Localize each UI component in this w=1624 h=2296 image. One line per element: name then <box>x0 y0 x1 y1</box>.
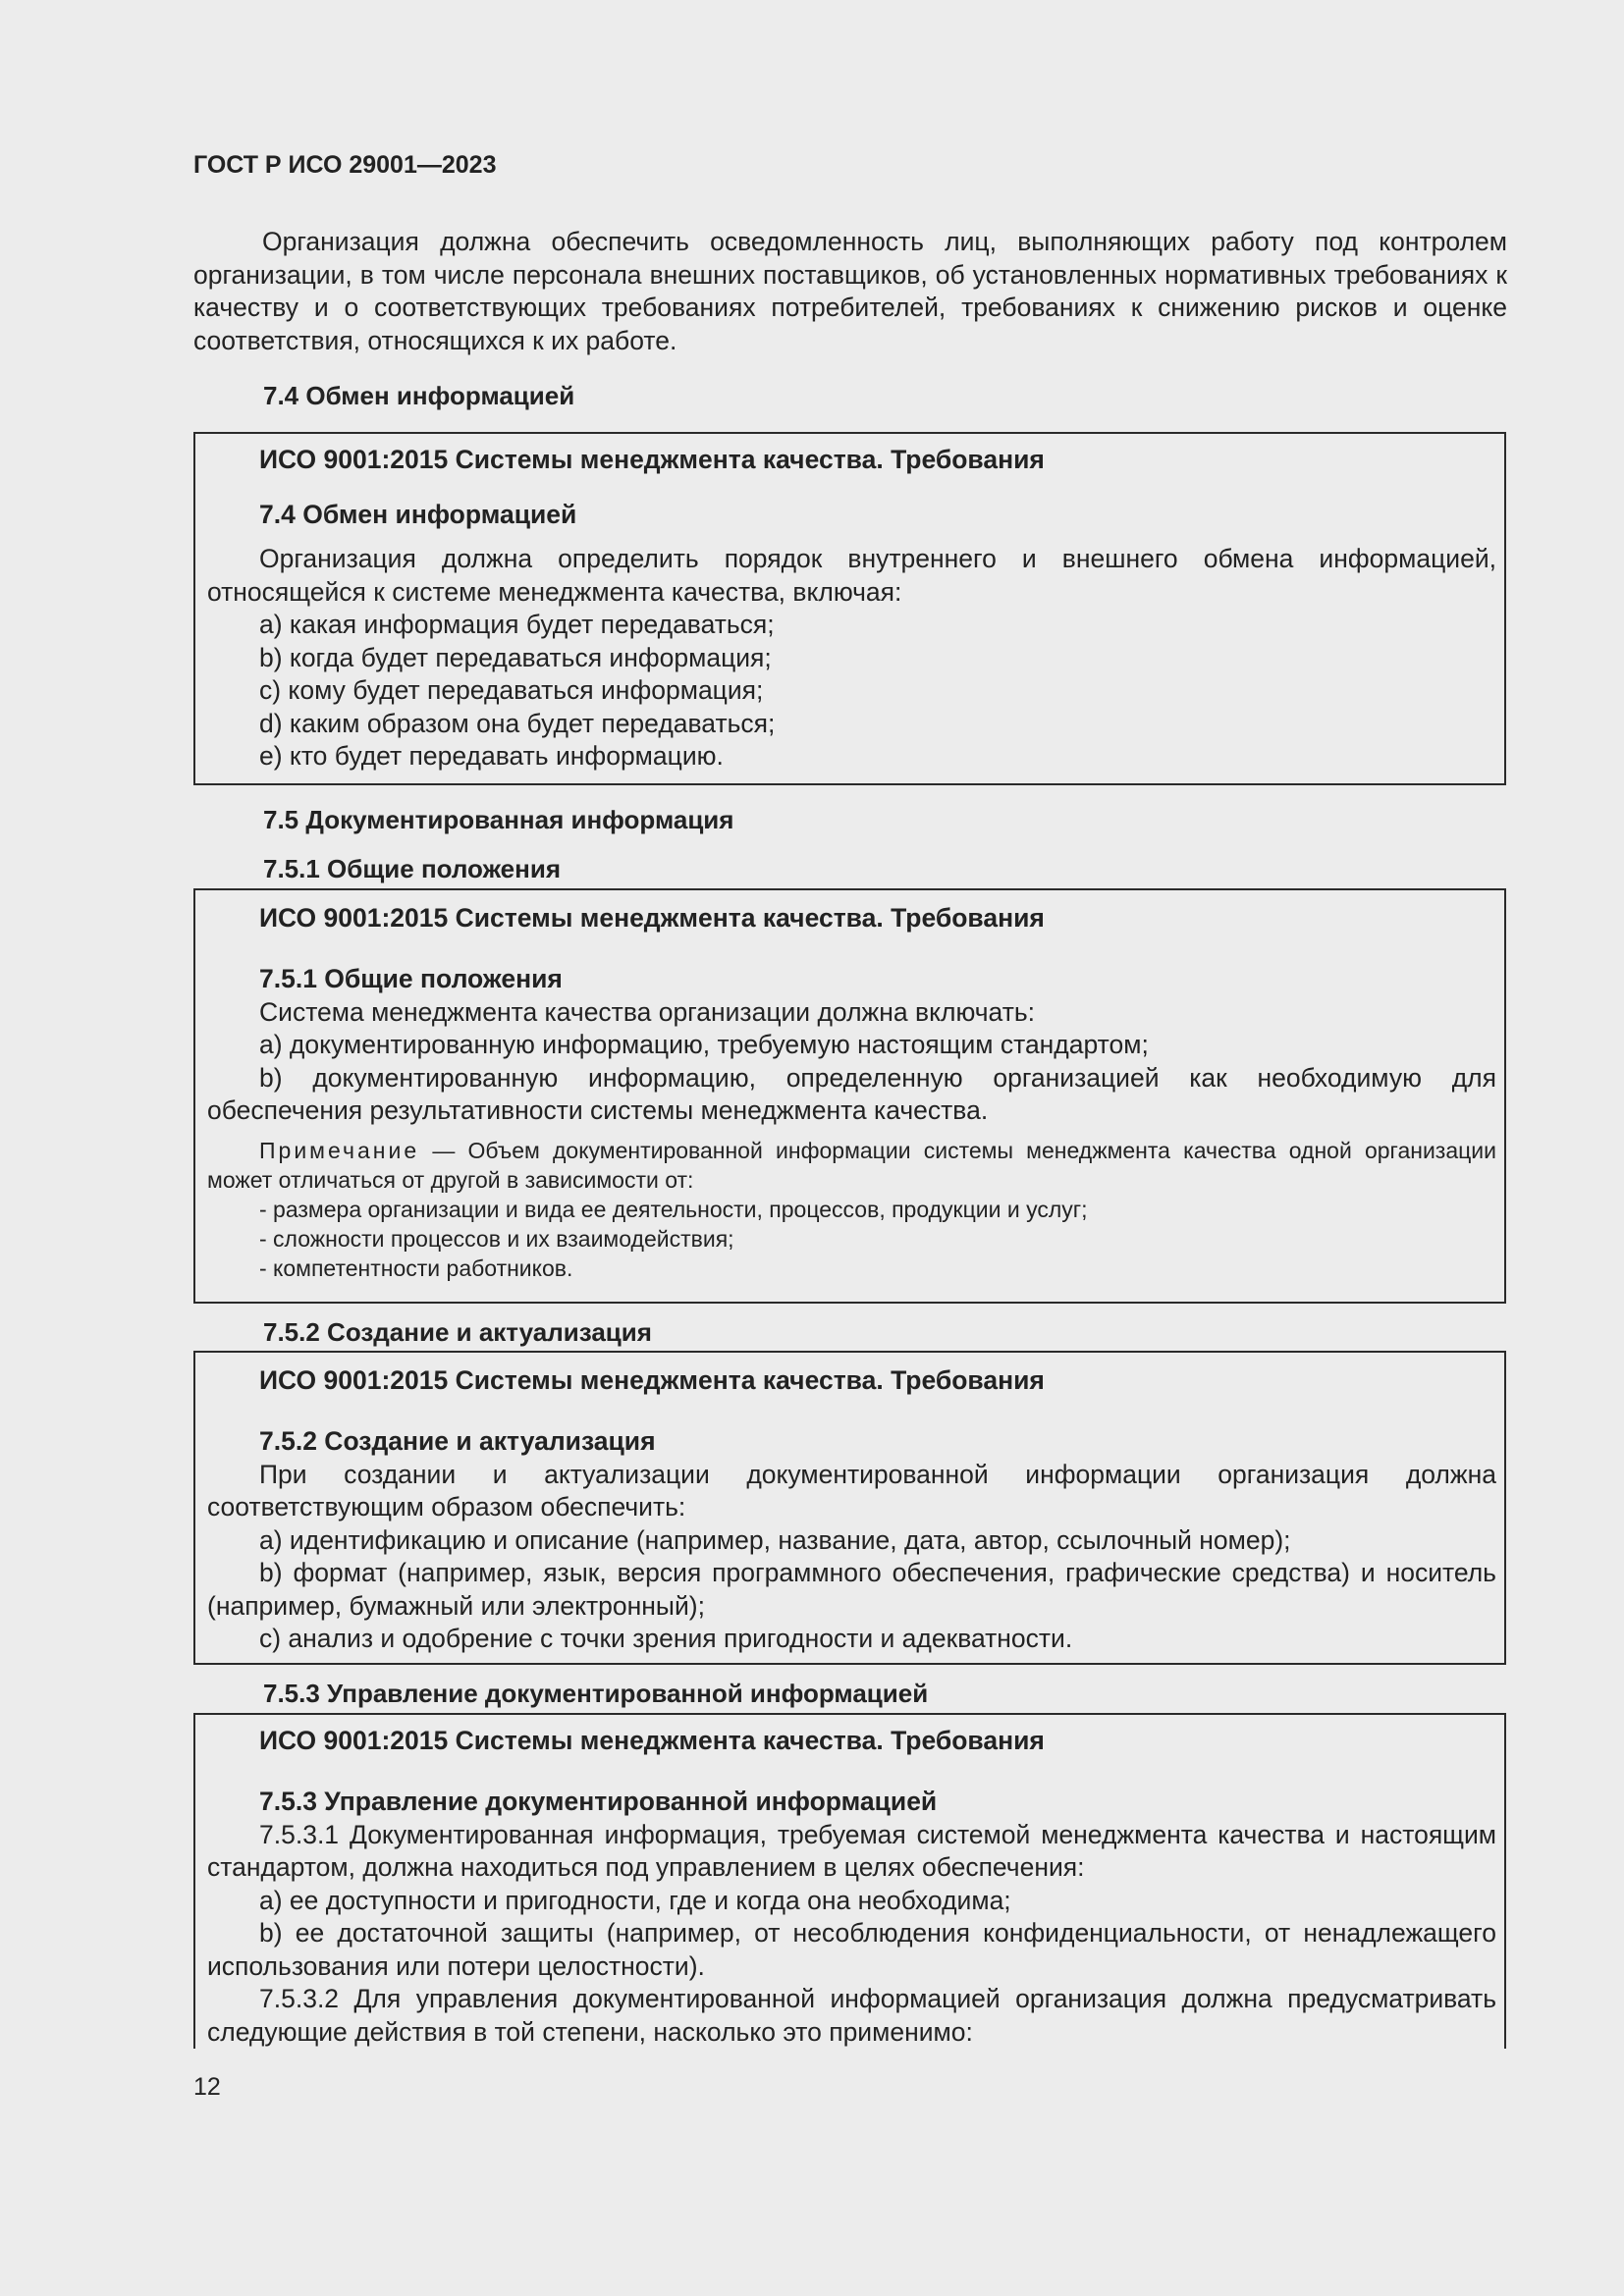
note-item: - компетентности работников. <box>259 1255 573 1281</box>
iso-quote-box-7-5-1 <box>193 888 1506 1304</box>
list-item: c) анализ и одобрение с точки зрения пригодности и адекватности. <box>259 1624 1073 1653</box>
list-item: b) документированную информацию, определенную организацией как необходимую для обеспечения результативности системы менеджмента качества. <box>207 1062 1496 1125</box>
list-item: e) кто будет передавать информацию. <box>259 741 724 771</box>
section-heading-7-5-3: 7.5.3 Управление документированной информацией <box>263 1679 929 1708</box>
note-text: — Объем документированной информации системы менеджмента качества одной организации может отличаться от другой в зависимости от: <box>207 1137 1496 1193</box>
box-heading: 7.5.1 Общие положения <box>259 964 563 993</box>
list-item: b) когда будет передаваться информация; <box>259 642 772 672</box>
section-heading-7-5: 7.5 Документированная информация <box>263 805 734 834</box>
list-item: b) формат (например, язык, версия программного обеспечения, графические средства) и носитель (например, бумажный или электронный); <box>207 1558 1496 1621</box>
box-paragraph: При создании и актуализации документированной информации организация должна соответствующим образом обеспечить: <box>207 1459 1496 1522</box>
iso-quote-box-7-5-3 <box>193 1713 1506 2049</box>
page-number: 12 <box>193 2073 221 2101</box>
list-item: b) ее достаточной защиты (например, от несоблюдения конфиденциальности, от ненадлежащего использования или потери целостности). <box>207 1918 1496 1981</box>
section-heading-7-5-2: 7.5.2 Создание и актуализация <box>263 1317 652 1347</box>
list-item: a) ее доступности и пригодности, где и когда она необходима; <box>259 1885 1011 1915</box>
box-heading: 7.5.3 Управление документированной информацией <box>259 1787 938 1816</box>
list-item: c) кому будет передаваться информация; <box>259 675 764 705</box>
box-paragraph: Система менеджмента качества организации должна включать: <box>259 996 1036 1027</box>
section-heading-7-5-1: 7.5.1 Общие положения <box>263 854 561 883</box>
list-item: d) каким образом она будет передаваться; <box>259 708 776 738</box>
note-block <box>207 1136 1496 1283</box>
box-title: ИСО 9001:2015 Системы менеджмента качества. Требования <box>259 445 1045 474</box>
box-paragraph: 7.5.3.2 Для управления документированной информацией организация должна предусматривать следующие действия в той степени, насколько это применимо: <box>207 1984 1496 2047</box>
box-heading: 7.5.2 Создание и актуализация <box>259 1426 656 1456</box>
list-item: a) какая информация будет передаваться; <box>259 610 775 639</box>
list-item: a) документированную информацию, требуемую настоящим стандартом; <box>259 1030 1149 1059</box>
box-title: ИСО 9001:2015 Системы менеджмента качества. Требования <box>259 903 1045 933</box>
box-heading: 7.4 Обмен информацией <box>259 500 577 529</box>
iso-quote-box-7-4 <box>193 432 1506 785</box>
intro-paragraph: Организация должна обеспечить осведомленность лиц, выполняющих работу под контролем организации, в том числе персонала внешних поставщиков, об установленных нормативных требованиях к качеству и о соответствующих требованиях потребителей, требованиях к снижению рисков и оценке соответствия, относящихся к их работе. <box>193 227 1507 355</box>
box-paragraph: Организация должна определить порядок внутреннего и внешнего обмена информацией, относящейся к системе менеджмента качества, включая: <box>207 544 1496 607</box>
note-label: Примечание <box>259 1137 420 1163</box>
iso-quote-box-7-5-2 <box>193 1351 1506 1665</box>
note-item: - сложности процессов и их взаимодействия; <box>259 1225 734 1252</box>
note-item: - размера организации и вида ее деятельности, процессов, продукции и услуг; <box>259 1196 1088 1222</box>
box-title: ИСО 9001:2015 Системы менеджмента качества. Требования <box>259 1365 1045 1395</box>
document-header: ГОСТ Р ИСО 29001—2023 <box>193 151 497 179</box>
list-item: a) идентификацию и описание (например, название, дата, автор, ссылочный номер); <box>259 1524 1291 1555</box>
section-heading-7-4: 7.4 Обмен информацией <box>263 381 575 410</box>
box-paragraph: 7.5.3.1 Документированная информация, требуемая системой менеджмента качества и настоящим стандартом, должна находиться под управлением в целях обеспечения: <box>207 1819 1496 1882</box>
box-title: ИСО 9001:2015 Системы менеджмента качества. Требования <box>259 1726 1045 1755</box>
